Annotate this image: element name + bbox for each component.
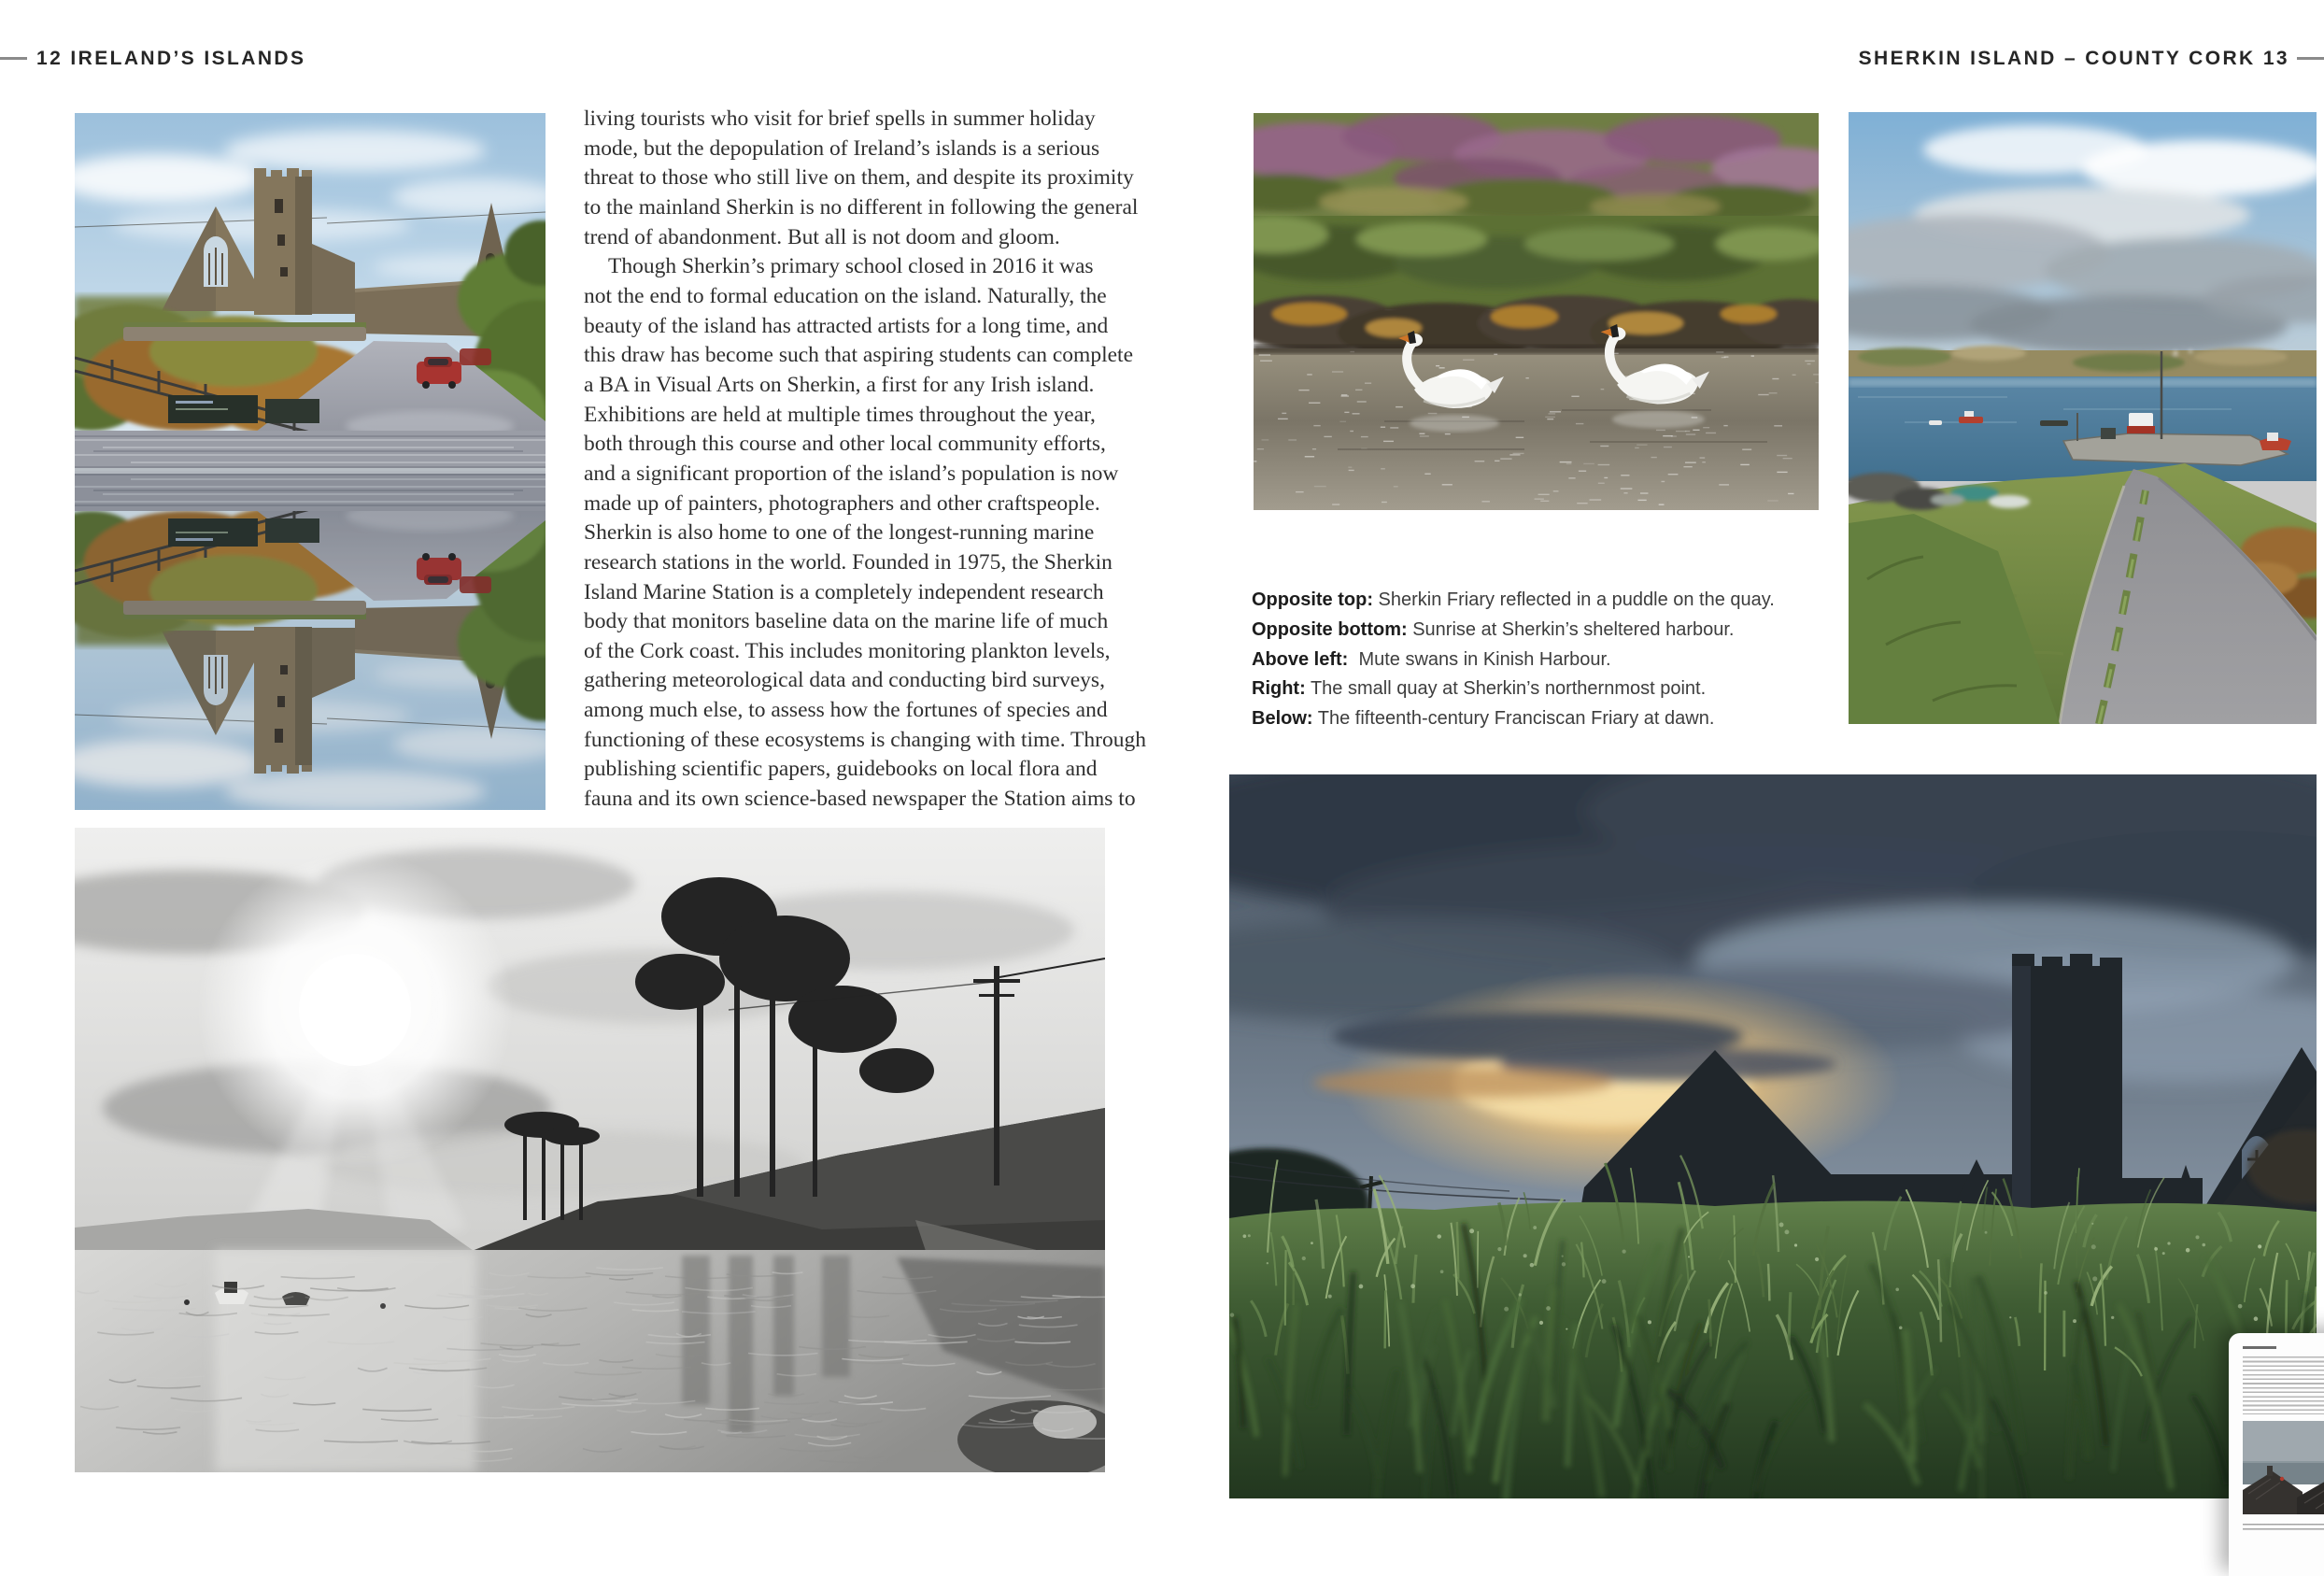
caption-block (1252, 586, 1831, 734)
body-text-line: a BA in Visual Arts on Sherkin, a first for any Irish island. (584, 372, 1095, 397)
mini-running-head (2243, 1346, 2276, 1349)
photo-quay (1849, 112, 2317, 724)
photo-sunrise-bw (75, 828, 1105, 1472)
body-text-line: threat to those who still live on them, and despite its proximity (584, 165, 1134, 191)
page-preview-thumbnail[interactable] (2229, 1333, 2324, 1576)
photo-caption: Above left: Mute swans in Kinish Harbour. (1252, 648, 1611, 670)
mini-photo-rooftops (2243, 1421, 2324, 1519)
right-header-rule (2297, 57, 2324, 60)
body-text-line: not the end to formal education on the island. Naturally, the (584, 283, 1107, 308)
body-text-line: beauty of the island has attracted artists for a long time, and (584, 313, 1109, 338)
body-text-line: to the mainland Sherkin is no different in following the general (584, 194, 1139, 220)
mini-text-block (2243, 1356, 2324, 1414)
body-text-line: trend of abandonment. But all is not doom and gloom. (584, 224, 1060, 249)
photo-friary-dawn (1229, 774, 2317, 1498)
right-running-head: SHERKIN ISLAND – COUNTY CORK 13 (1858, 48, 2289, 69)
body-text-line: fauna and its own science-based newspaper the Station aims to (584, 787, 1136, 812)
body-text-line: publishing scientific papers, guidebooks on local flora and (584, 757, 1098, 782)
body-text-line: living tourists who visit for brief spells in summer holiday (584, 106, 1096, 131)
body-text-line: body that monitors baseline data on the marine life of much (584, 609, 1109, 634)
photo-caption: Opposite bottom: Sunrise at Sherkin’s sheltered harbour. (1252, 618, 1735, 640)
photo-swans (1254, 113, 1819, 510)
body-text-line: among much else, to assess how the fortunes of species and (584, 698, 1108, 723)
body-text-line: Island Marine Station is a completely independent research (584, 579, 1104, 604)
body-text (584, 105, 1146, 815)
body-text-line: Sherkin is also home to one of the longest-running marine (584, 520, 1095, 546)
body-text-line: this draw has become such that aspiring students can complete (584, 343, 1133, 368)
body-text-line: both through this course and other local community efforts, (584, 432, 1106, 457)
photo-caption-label: Above left: (1252, 648, 1349, 670)
photo-caption-label: Right: (1252, 678, 1306, 700)
photo-caption: Opposite top: Sherkin Friary reflected in a puddle on the quay. (1252, 589, 1775, 610)
body-text-line: mode, but the depopulation of Ireland’s islands is a serious (584, 135, 1100, 161)
body-text-line: of the Cork coast. This includes monitoring plankton levels, (584, 638, 1111, 663)
body-text-line: research stations in the world. Founded in 1975, the Sherkin (584, 549, 1112, 575)
left-header-rule (0, 57, 27, 60)
photo-friary-reflection (75, 113, 546, 810)
body-text-line: Though Sherkin’s primary school closed in 2016 it was (608, 254, 1094, 279)
body-text-line: Exhibitions are held at multiple times throughout the year, (584, 402, 1096, 427)
left-running-head: 12 IRELAND’S ISLANDS (36, 48, 306, 69)
photo-caption-label: Opposite top: (1252, 589, 1373, 610)
page-preview-content (2243, 1346, 2324, 1531)
photo-caption: Below: The fifteenth-century Franciscan Friary at dawn. (1252, 708, 1715, 730)
body-text-line: functioning of these ecosystems is changing with time. Through (584, 727, 1146, 752)
photo-caption-label: Below: (1252, 708, 1313, 730)
photo-caption: Right: The small quay at Sherkin’s northernmost point. (1252, 678, 1707, 700)
photo-caption-label: Opposite bottom: (1252, 618, 1408, 640)
body-text-line: and a significant proportion of the island’s population is now (584, 461, 1119, 486)
body-text-line: made up of painters, photographers and other craftspeople. (584, 490, 1100, 516)
body-text-line: gathering meteorological data and conducting bird surveys, (584, 668, 1105, 693)
